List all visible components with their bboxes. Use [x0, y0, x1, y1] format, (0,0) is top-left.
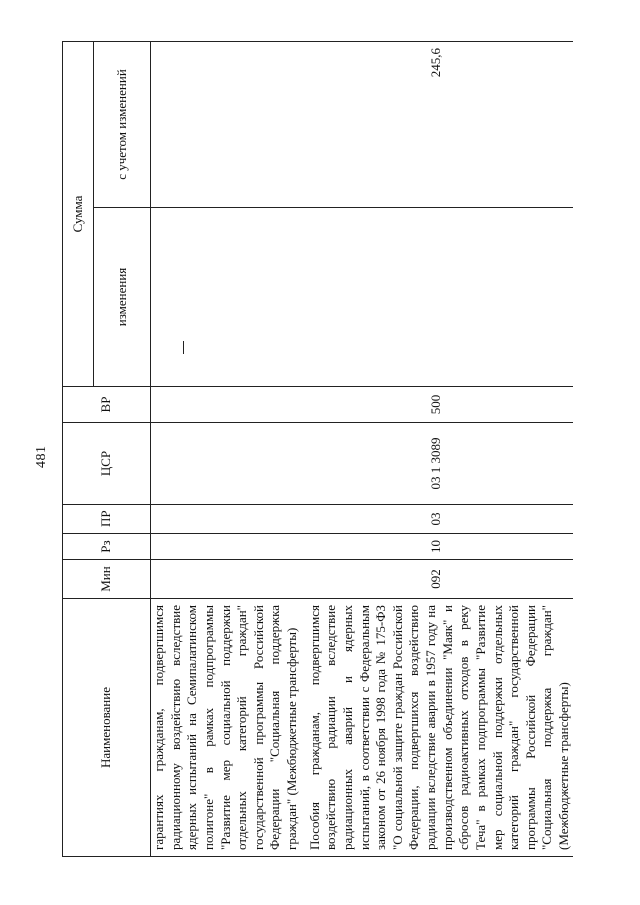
header-csr: ЦСР — [63, 423, 151, 505]
page-number: 481 — [34, 445, 49, 468]
row-description: гарантиях гражданам, подвергшимся радиационному воздействию вследствие ядерных испытаний на Семипалатинском полигоне" в рамках подпрограммы "Развитие мер социальной поддержки отдельных категорий граждан" государственной программы Российской Федерации "Социальная поддержка граждан" (Межбюджетные трансферты) — [151, 599, 301, 857]
table-row — [151, 42, 301, 857]
cell-vr: 500 — [301, 387, 573, 423]
cell-with-changes — [151, 42, 301, 208]
cell-changes — [151, 208, 301, 387]
budget-table — [62, 41, 573, 857]
header-vr: ВР — [63, 387, 151, 423]
cell-vr — [151, 387, 301, 423]
cell-changes — [301, 208, 573, 387]
row-description: Пособия гражданам, подвергшимся воздействию радиации вследствие радиационных аварий и ядерных испытаний, в соответствии с Федеральным законом от 26 ноября 1998 года № 175-ФЗ "О социальной защите граждан Российской Федерации, подвергшихся воздействию радиации вследствие аварии в 1957 году на производственном объединении "Маяк" и сбросов радиоактивных отходов в реку Теча" в рамках подпрограммы "Развитие мер социальной поддержки отдельных категорий граждан" государственной программы Российской Федерации "Социальная поддержка граждан" (Межбюджетные трансферты) — [301, 599, 573, 857]
header-changes: изменения — [94, 208, 151, 387]
cell-rz: 10 — [301, 534, 573, 560]
table-row — [301, 42, 573, 857]
column-stub-mark — [183, 341, 184, 354]
cell-rz — [151, 534, 301, 560]
cell-with-changes: 245,6 — [301, 42, 573, 208]
cell-min — [151, 560, 301, 599]
cell-min: 092 — [301, 560, 573, 599]
header-pr: ПР — [63, 505, 151, 534]
cell-pr: 03 — [301, 505, 573, 534]
cell-csr — [151, 423, 301, 505]
header-rz: Рз — [63, 534, 151, 560]
header-min: Мин — [63, 560, 151, 599]
header-with-changes: с учетом изменений — [94, 42, 151, 208]
cell-pr — [151, 505, 301, 534]
header-sum: Сумма — [63, 42, 94, 387]
header-name: Наименование — [63, 599, 151, 857]
cell-csr: 03 1 3089 — [301, 423, 573, 505]
